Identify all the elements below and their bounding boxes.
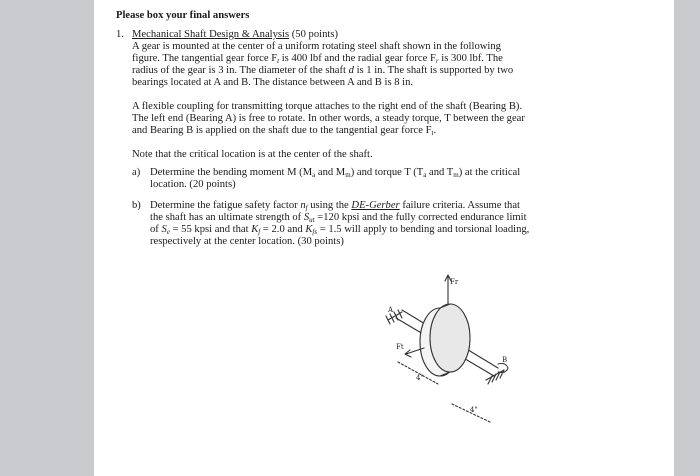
part-b-line4: respectively at the center location. (30 points)	[150, 236, 344, 247]
part-a-line2: location. (20 points)	[150, 179, 236, 190]
problem-number: 1.	[116, 29, 124, 40]
part-b-line2: the shaft has an ultimate strength of $S_{ut} =120$ kpsi and the fully corrected endurance limit	[150, 212, 527, 224]
shaft-figure	[382, 272, 514, 424]
label-a: A	[388, 306, 394, 314]
part-b-label: b)	[132, 200, 141, 211]
header-instruction: Please box your final answers	[116, 10, 250, 21]
label-ft: Ft	[396, 343, 404, 351]
document-page	[94, 0, 674, 476]
part-a-label: a)	[132, 167, 141, 178]
para2-line3: and Bearing B is applied on the shaft due to the tangential gear force $F_t$.	[132, 125, 437, 137]
part-b-line3: of $S_e = 55$ kpsi and that $K_f = 2.0$ and $K_{fs} = 1.5$ will apply to bending and torsional loading,	[150, 224, 530, 236]
part-b-line1: Determine the fatigue safety factor $n_f$ using the DE-Gerber failure criteria. Assume that	[150, 200, 520, 212]
para1-line3: radius of the gear is 3 in. The diameter of the shaft d is 1 in. The shaft is supported by two	[132, 65, 514, 76]
dim-right: 4"	[470, 406, 478, 414]
problem-title: Mechanical Shaft Design & Analysis (50 points)	[132, 29, 338, 40]
para1-line2: figure. The tangential gear force $F_t$ is 400 lbf and the radial gear force $F_r$ is 300 lbf. The	[132, 53, 503, 65]
para2-line1: A flexible coupling for transmitting torque attaches to the right end of the shaft (Bearing B).	[132, 101, 523, 112]
label-fr: Fr	[450, 278, 459, 286]
dim-left: 4"	[416, 374, 424, 382]
part-a-line1: Determine the bending moment M ($M_a$ and $M_m$) and torque T ($T_a$ and $T_m$) at the critical	[150, 167, 521, 179]
label-b: B	[502, 356, 508, 364]
note: Note that the critical location is at the center of the shaft.	[132, 149, 373, 160]
para1-line1: A gear is mounted at the center of a uniform rotating steel shaft shown in the following	[132, 41, 501, 52]
para1-line4: bearings located at A and B. The distance between A and B is 8 in.	[132, 77, 414, 88]
para2-line2: The left end (Bearing A) is free to rotate. In other words, a steady torque, T between the gear	[132, 113, 525, 124]
